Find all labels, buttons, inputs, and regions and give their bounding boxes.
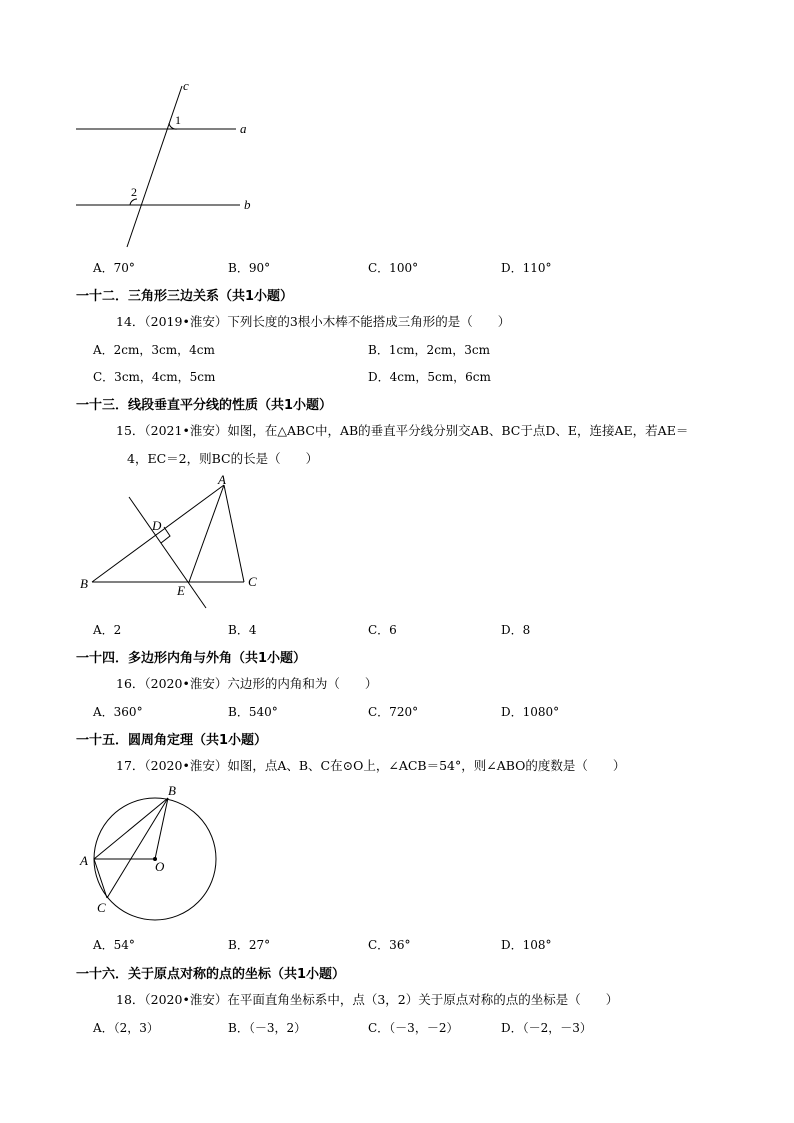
perpendicular-bisector (129, 497, 206, 608)
segment-ac (94, 859, 107, 898)
label-a: a (240, 121, 247, 136)
q13-option-b: B．90° (228, 261, 271, 275)
q15-option-d: D．8 (501, 623, 531, 637)
label-B: B (80, 576, 88, 591)
q13-option-a: A．70° (93, 261, 135, 275)
section-14-heading: 一十四．多边形内角与外角（共1小题） (76, 651, 307, 666)
circle-figure (0, 775, 794, 935)
label-b: b (244, 197, 251, 212)
q13-option-d: D．110° (501, 261, 552, 275)
q16-option-c: C．720° (368, 705, 419, 719)
label-c: c (183, 78, 189, 93)
label-D: D (152, 518, 162, 533)
segment-bc (107, 798, 168, 898)
q16-option-a: A．360° (93, 705, 143, 719)
label-E: E (177, 583, 185, 598)
question-18: 18．（2020•淮安）在平面直角坐标系中，点（3，2）关于原点对称的点的坐标是（ ） (116, 992, 619, 1007)
q14-option-c: C．3cm，4cm，5cm (93, 370, 216, 384)
q18-option-a: A．（2，3） (93, 1021, 159, 1035)
question-17: 17．（2020•淮安）如图，点A、B、C在⊙O上，∠ACB＝54°，则∠ABO的度数是（ ） (116, 758, 626, 773)
label-A: A (218, 472, 226, 487)
question-14: 14．（2019•淮安）下列长度的3根小木棒不能搭成三角形的是（ ） (116, 314, 511, 329)
label-O: O (155, 859, 165, 874)
q18-option-c: C．（－3，－2） (368, 1021, 459, 1035)
q16-option-d: D．1080° (501, 705, 560, 719)
q16-option-b: B．540° (228, 705, 278, 719)
question-16: 16．（2020•淮安）六边形的内角和为（ ） (116, 676, 378, 691)
q14-option-b: B．1cm，2cm，3cm (368, 343, 491, 357)
q14-option-a: A．2cm，3cm，4cm (93, 343, 215, 357)
label-angle-2: 2 (131, 185, 137, 199)
q15-option-c: C．6 (368, 623, 397, 637)
label-A: A (80, 853, 88, 868)
question-15-line-2: 4，EC＝2，则BC的长是（ ） (127, 451, 319, 466)
segment-ba (92, 485, 224, 582)
segment-ac (224, 485, 244, 582)
q17-option-a: A．54° (93, 938, 135, 952)
q17-option-b: B．27° (228, 938, 271, 952)
question-15-line-1: 15．（2021•淮安）如图，在△ABC中，AB的垂直平分线分别交AB、BC于点D、E，连接AE，若AE＝ (116, 423, 689, 438)
parallel-lines-figure (0, 0, 794, 260)
label-C: C (248, 574, 257, 589)
triangle-figure (0, 470, 794, 630)
line-c (127, 86, 182, 247)
section-13-heading: 一十三．线段垂直平分线的性质（共1小题） (76, 398, 333, 413)
q17-option-d: D．108° (501, 938, 552, 952)
q14-option-d: D．4cm，5cm，6cm (368, 370, 491, 384)
segment-ae (189, 485, 224, 582)
q13-option-c: C．100° (368, 261, 419, 275)
q17-option-c: C．36° (368, 938, 411, 952)
right-angle-mark (161, 527, 170, 543)
section-15-heading: 一十五．圆周角定理（共1小题） (76, 733, 268, 748)
label-B: B (168, 783, 176, 798)
section-12-heading: 一十二．三角形三边关系（共1小题） (76, 289, 294, 304)
q18-option-b: B．（－3，2） (228, 1021, 307, 1035)
label-C: C (97, 900, 106, 915)
q15-option-b: B．4 (228, 623, 257, 637)
q15-option-a: A．2 (93, 623, 122, 637)
section-16-heading: 一十六．关于原点对称的点的坐标（共1小题） (76, 967, 346, 982)
q18-option-d: D．（－2，－3） (501, 1021, 592, 1035)
angle-2-arc (130, 199, 137, 205)
label-angle-1: 1 (175, 113, 181, 127)
